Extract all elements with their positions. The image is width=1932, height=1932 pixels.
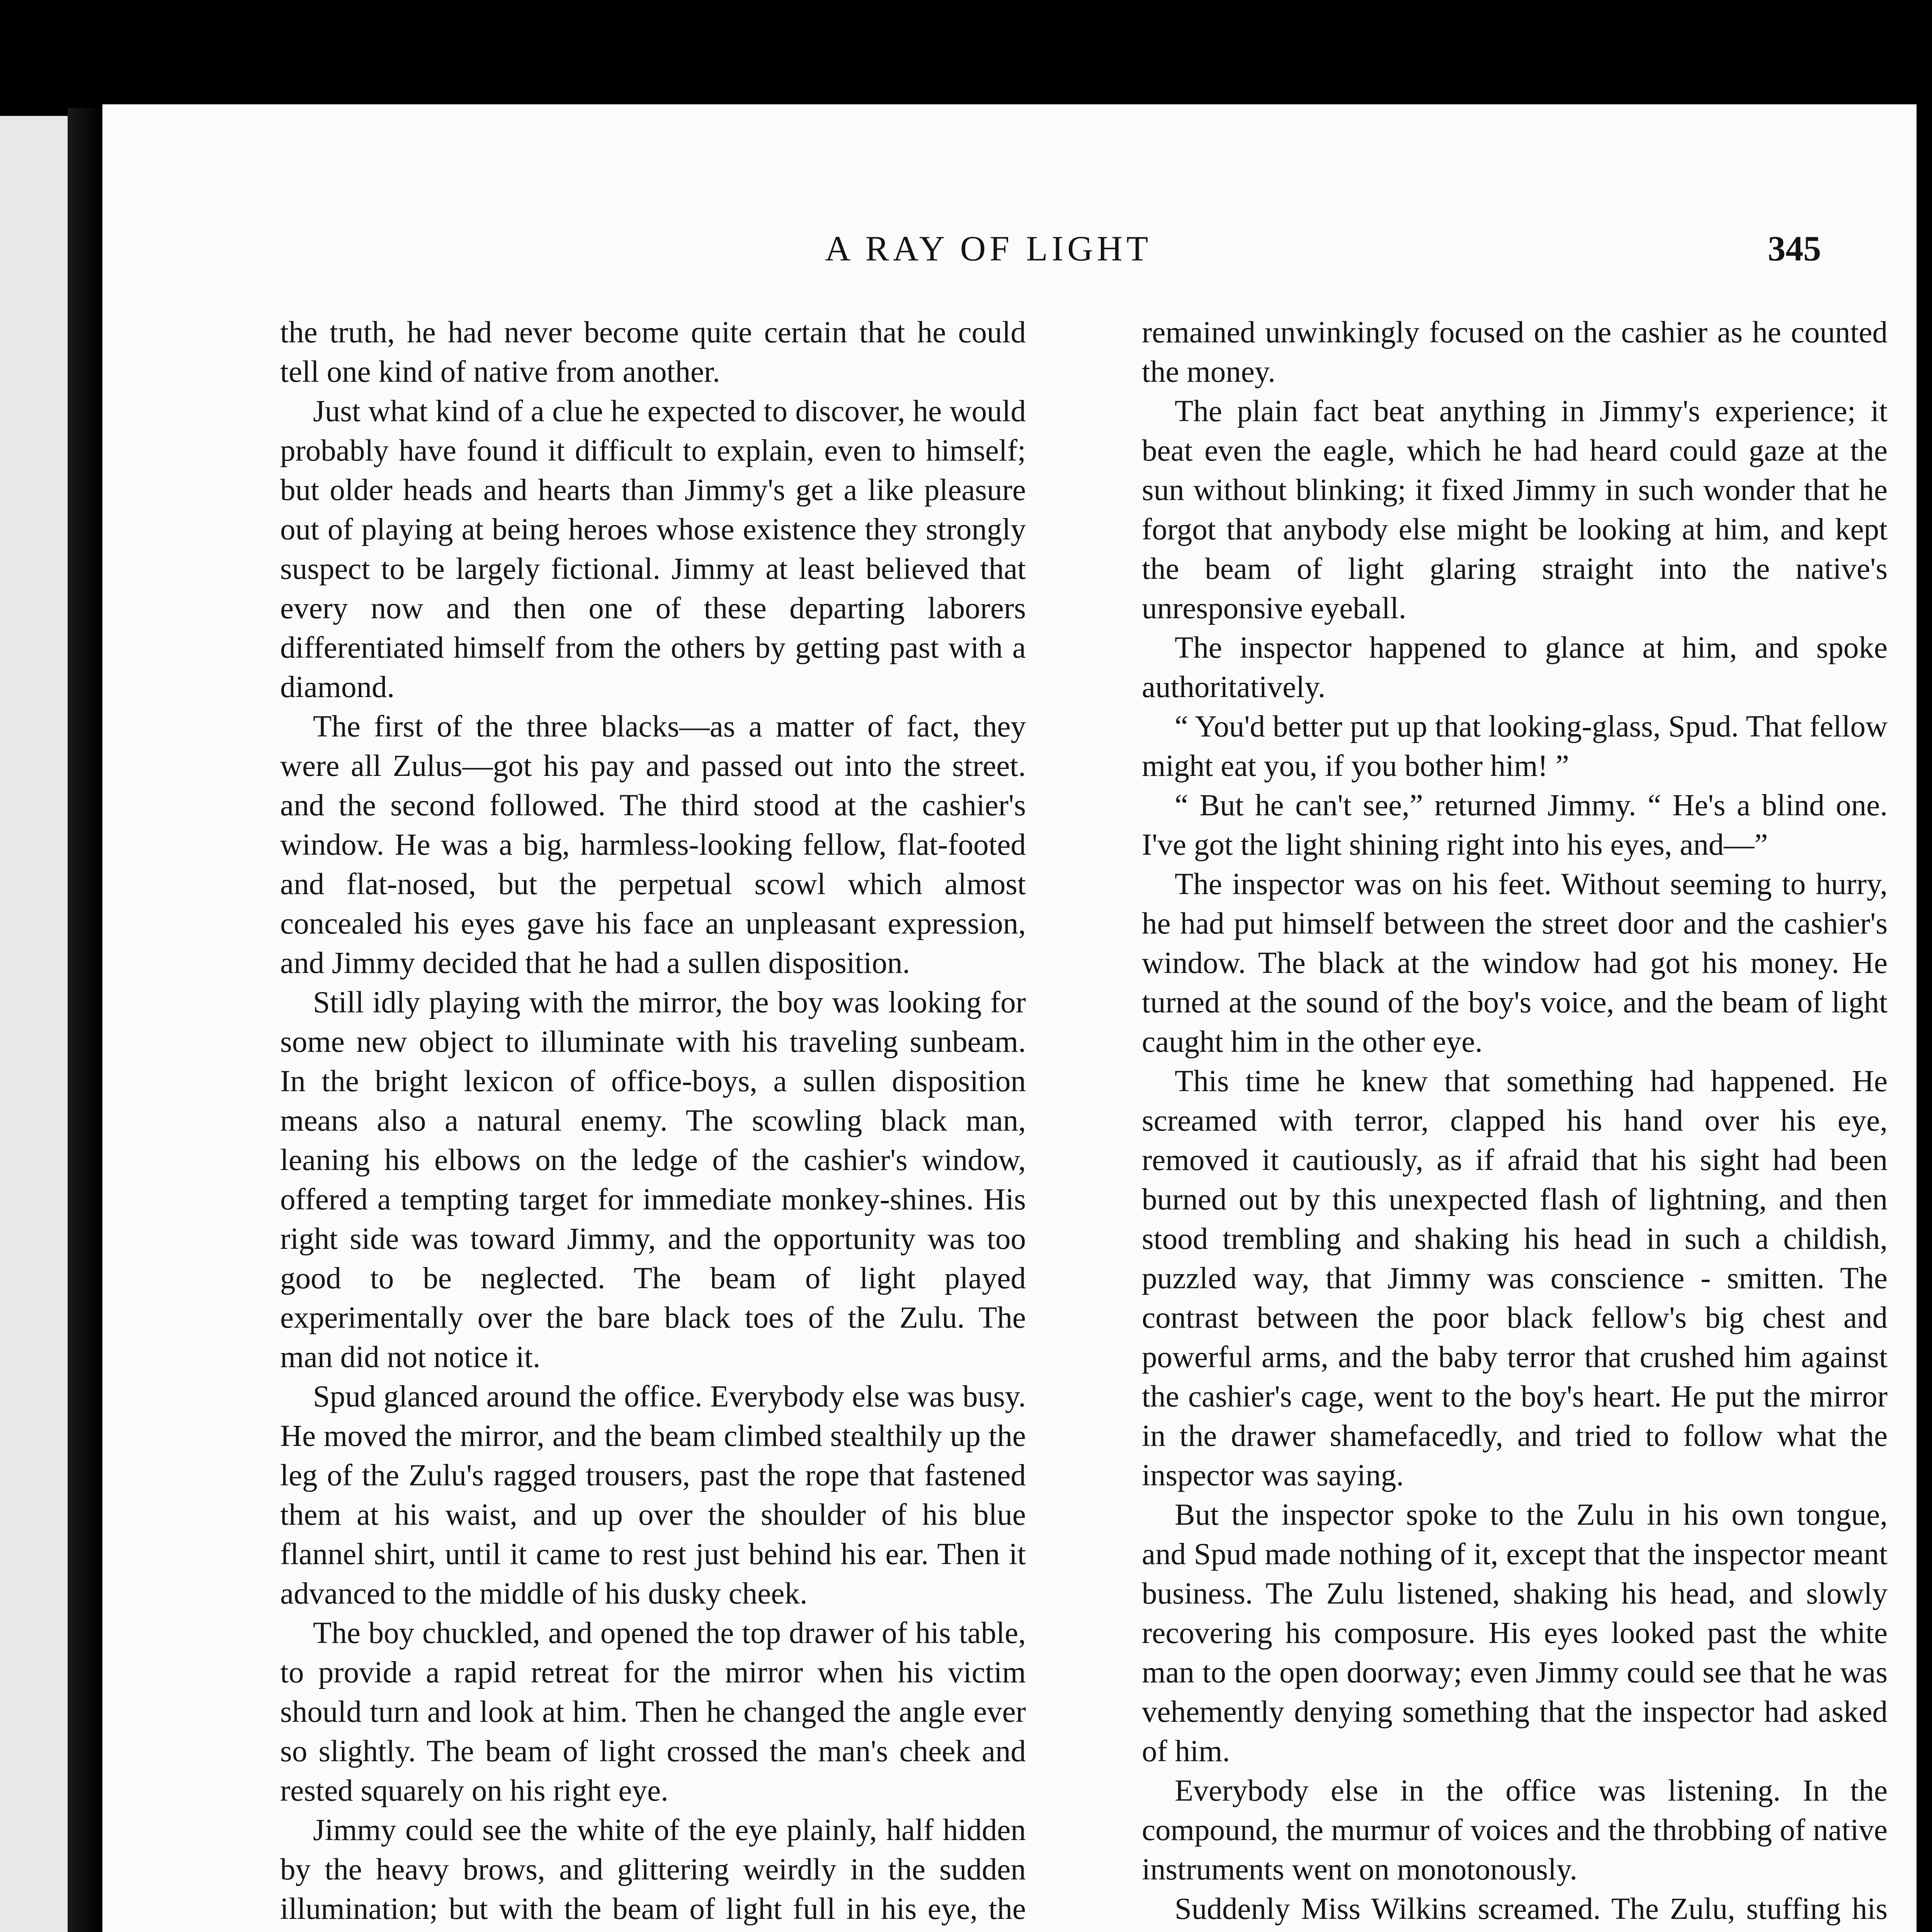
paragraph: The inspector was on his feet. Without seeming to hurry, he had put himself between the street door and the cashier's window. The black at the window had got his money. He turned at the sound of the boy's voice, and the beam of light caught him in the other eye. bbox=[1142, 867, 1888, 1059]
paragraph: The boy chuckled, and opened the top drawer of his table, to provide a rapid retreat for the mirror when his victim should turn and look at him. Then he changed the angle ever so slightly. The beam of light crossed the man's cheek and rested squarely on his right eye. bbox=[280, 1616, 1026, 1808]
left-column bbox=[280, 313, 1026, 1932]
paragraph: Just what kind of a clue he expected to discover, he would probably have found it difficult to explain, even to himself; but older heads and hearts than Jimmy's get a like pleasure out of playing at being heroes whose existence they strongly suspect to be largely fictional. Jimmy at least believed that every now and then one of these departing laborers differentiated himself from the others by getting past with a diamond. bbox=[280, 395, 1026, 704]
paragraph: Jimmy could see the white of the eye plainly, half hidden by the heavy brows, and glittering weirdly in the sudden illumination; but with the beam of light full in his eye, the bbox=[280, 1813, 1026, 1926]
book-page bbox=[102, 104, 1917, 1932]
paragraph: “ But he can't see,” returned Jimmy. “ He's a blind one. I've got the light shining right into his eyes, and—” bbox=[1142, 789, 1888, 862]
right-column bbox=[1142, 313, 1888, 1932]
running-head: A RAY OF LIGHT bbox=[825, 229, 1152, 268]
paragraph: Still idly playing with the mirror, the boy was looking for some new object to illuminate with his traveling sunbeam. In the bright lexicon of office-boys, a sullen disposition means also a natural enemy. The scowling black man, leaning his elbows on the ledge of the cashier's window, offered a tempting target for immediate monkey-shines. His right side was toward Jimmy, and the opportunity was too good to be neglected. The beam of light played experimentally over the bare black toes of the Zulu. The man did not notice it. bbox=[280, 986, 1026, 1374]
paragraph: This time he knew that something had happened. He screamed with terror, clapped his hand over his eye, removed it cautiously, as if afraid that his sight had been burned out by this unexpected flash of lightning, and then stood trembling and shaking his head in such a childish, puzzled way, that Jimmy was conscience - smitten. The contrast between the poor black fellow's big chest and powerful arms, and the baby terror that crushed him against the cashier's cage, went to the boy's heart. He put the mirror in the drawer shamefacedly, and tried to follow what the inspector was saying. bbox=[1142, 1065, 1888, 1492]
paragraph: The plain fact beat anything in Jimmy's experience; it beat even the eagle, which he had heard could gaze at the sun without blinking; it fixed Jimmy in such wonder that he forgot that anybody else might be looking at him, and kept the beam of light glaring straight into the native's unresponsive eyeball. bbox=[1142, 395, 1888, 625]
paragraph: The inspector happened to glance at him, and spoke authoritatively. bbox=[1142, 631, 1888, 704]
page-header bbox=[102, 228, 1917, 290]
paragraph: But the inspector spoke to the Zulu in his own tongue, and Spud made nothing of it, except that the inspector meant business. The Zulu listened, shaking his head, and slowly recovering his composure. His eyes looked past the white man to the open doorway; even Jimmy could see that he was vehemently denying something that the inspector had asked of him. bbox=[1142, 1498, 1888, 1768]
paragraph: Spud glanced around the office. Everybody else was busy. He moved the mirror, and the beam climbed stealthily up the leg of the Zulu's ragged trousers, past the rope that fastened them at his waist, and up over the shoulder of his blue flannel shirt, until it came to rest just behind his ear. Then it advanced to the middle of his dusky cheek. bbox=[280, 1380, 1026, 1611]
paragraph: Everybody else in the office was listening. In the compound, the murmur of voices and the throbbing of native instruments went on monotonously. bbox=[1142, 1774, 1888, 1886]
paragraph: “ You'd better put up that looking-glass, Spud. That fellow might eat you, if you bother him! ” bbox=[1142, 710, 1888, 783]
paragraph: The first of the three blacks—as a matter of fact, they were all Zulus—got his pay and passed out into the street. and the second followed. The third stood at the cashier's window. He was a big, harmless-looking fellow, flat-footed and flat-nosed, but the perpetual scowl which almost concealed his eyes gave his face an unpleasant expression, and Jimmy decided that he had a sullen disposition. bbox=[280, 710, 1026, 980]
page-number: 345 bbox=[1768, 229, 1821, 268]
gutter-shadow bbox=[68, 108, 102, 1932]
paragraph: the truth, he had never become quite certain that he could tell one kind of native from another. bbox=[280, 316, 1026, 389]
paragraph: Suddenly Miss Wilkins screamed. The Zulu, stuffing his bbox=[1175, 1892, 1888, 1926]
facing-page-edge bbox=[0, 116, 68, 1932]
paragraph: remained unwinkingly focused on the cashier as he counted the money. bbox=[1142, 316, 1888, 389]
text-columns bbox=[280, 313, 1888, 1932]
